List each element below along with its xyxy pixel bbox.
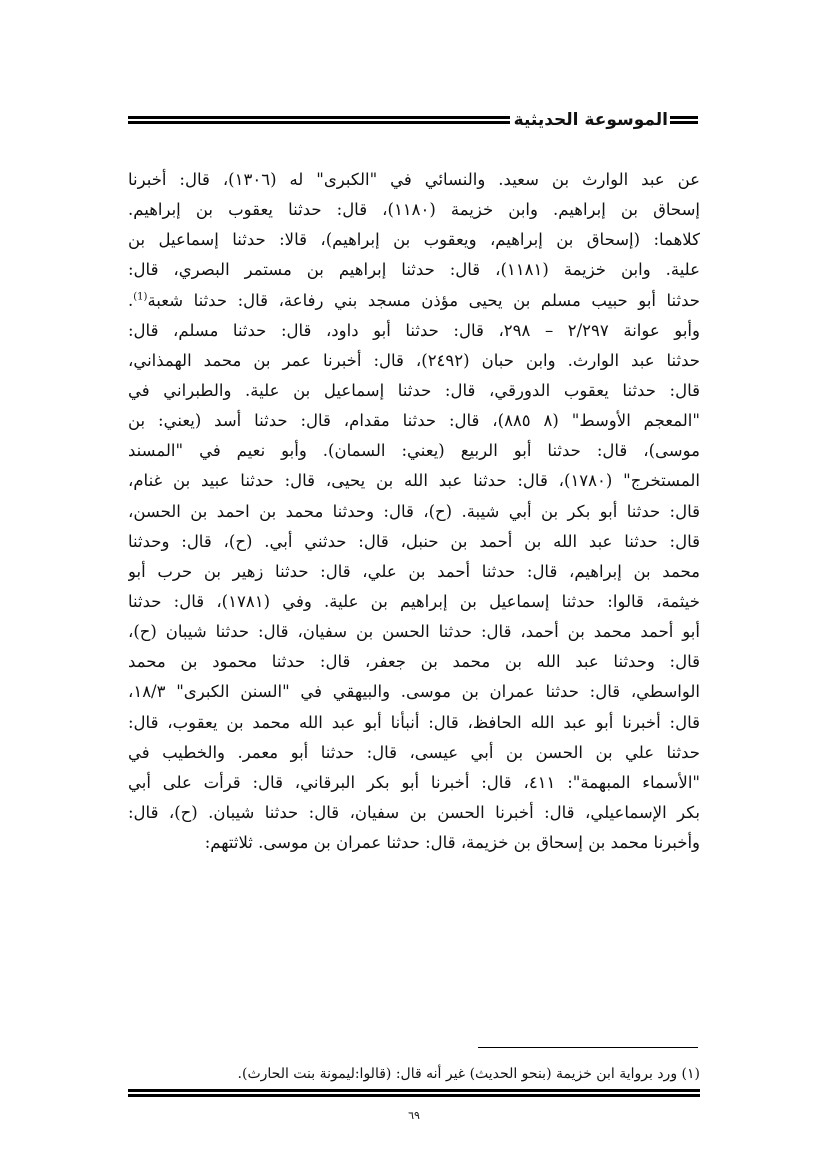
body-line: المستخرج" (١٧٨٠)، قال: حدثنا عبد الله بن يحيى، قال: حدثنا عبيد بن غنام، [128,471,700,491]
body-line-with-footnote [128,286,700,316]
header-title: الموسوعة الحديثية [513,110,668,130]
body-line-text: حدثنا أبو حبيب مسلم بن يحيى مؤذن مسجد بني رفاعة، قال: حدثنا شعبة [147,290,700,310]
body-line: موسى)، قال: حدثنا أبو الربيع (يعني: السمان). وأبو نعيم في "المسند [128,441,700,461]
body-line: أبو أحمد محمد بن أحمد، قال: حدثنا الحسن بن سفيان، قال: حدثنا شيبان (ح)، [128,622,700,642]
bottom-rule [128,1089,700,1097]
body-line: خيثمة، قالوا: حدثنا إسماعيل بن إبراهيم بن علية. وفي (١٧٨١)، قال: حدثنا [128,591,700,611]
body-line: قال: حدثنا عبد الله بن أحمد بن حنبل، قال: حدثني أبي. (ح)، قال: وحدثنا [128,531,700,551]
body-line: عن عبد الوارث بن سعيد. والنسائي في "الكبرى" له (١٣٠٦)، قال: أخبرنا [128,170,700,189]
body-line: حدثنا علي بن الحسن بن أبي عيسى، قال: حدثنا أبو معمر. والخطيب في [128,742,700,762]
body-line: قال: أخبرنا أبو عبد الله الحافظ، قال: أنبأنا أبو عبد الله محمد بن يعقوب، قال: [128,712,700,732]
body-line: علية. وابن خزيمة (١١٨١)، قال: حدثنا إبراهيم بن مستمر البصري، قال: [128,260,700,280]
body-line: قال: حدثنا يعقوب الدورقي، قال: حدثنا إسماعيل بن علية. والطبراني في [128,380,700,400]
body-line: بكر الإسماعيلي، قال: أخبرنا الحسن بن سفيان، قال: حدثنا شيبان. (ح)، قال: [128,802,700,822]
running-header [128,106,698,134]
header-rule-right [670,116,698,124]
header-rule-left [128,116,510,124]
body-line: الواسطي، قال: حدثنا عمران بن موسى. والبيهقي في "السنن الكبرى" ١٨/٣، [128,682,700,702]
body-line: وأخبرنا محمد بن إسحاق بن خزيمة، قال: حدثنا عمران بن موسى. ثلاثتهم: [204,833,700,853]
body-line: كلاهما: (إسحاق بن إبراهيم، ويعقوب بن إبراهيم)، قالا: حدثنا إسماعيل بن [128,230,700,250]
body-line: وأبو عوانة ٢/٢٩٧ – ٢٩٨، قال: حدثنا أبو داود، قال: حدثنا مسلم، قال: [128,320,700,340]
footnote-marker: (1) [133,291,148,303]
footnote: (١) ورد برواية ابن خزيمة (بنحو الحديث) غير أنه قال: (قالوا:ليمونة بنت الحارث). [237,1066,700,1082]
page-number: ٦٩ [408,1109,420,1122]
line-end-punctuation: . [128,290,134,310]
body-text [128,165,700,858]
body-line: إسحاق بن إبراهيم. وابن خزيمة (١١٨٠)، قال: حدثنا يعقوب بن إبراهيم. [128,200,700,220]
body-line: محمد بن إبراهيم، قال: حدثنا أحمد بن علي، قال: حدثنا زهير بن حرب أبو [128,561,700,581]
body-line: "المعجم الأوسط" (٨ ٨٨٥)، قال: حدثنا مقدام، قال: حدثنا أسد (يعني: بن [128,411,700,431]
body-line: قال: حدثنا أبو بكر بن أبي شيبة. (ح)، قال: وحدثنا محمد بن احمد بن الحسن، [128,501,700,521]
body-line: "الأسماء المبهمة": ٤١١، قال: أخبرنا أبو بكر البرقاني، قال: قرأت على أبي [128,772,700,792]
body-line: حدثنا عبد الوارث. وابن حبان (٢٤٩٢)، قال: أخبرنا عمر بن محمد الهمذاني، [128,350,700,370]
footnote-separator [478,1047,698,1048]
body-line: قال: وحدثنا عبد الله بن محمد بن جعفر، قال: حدثنا محمود بن محمد [128,652,700,672]
